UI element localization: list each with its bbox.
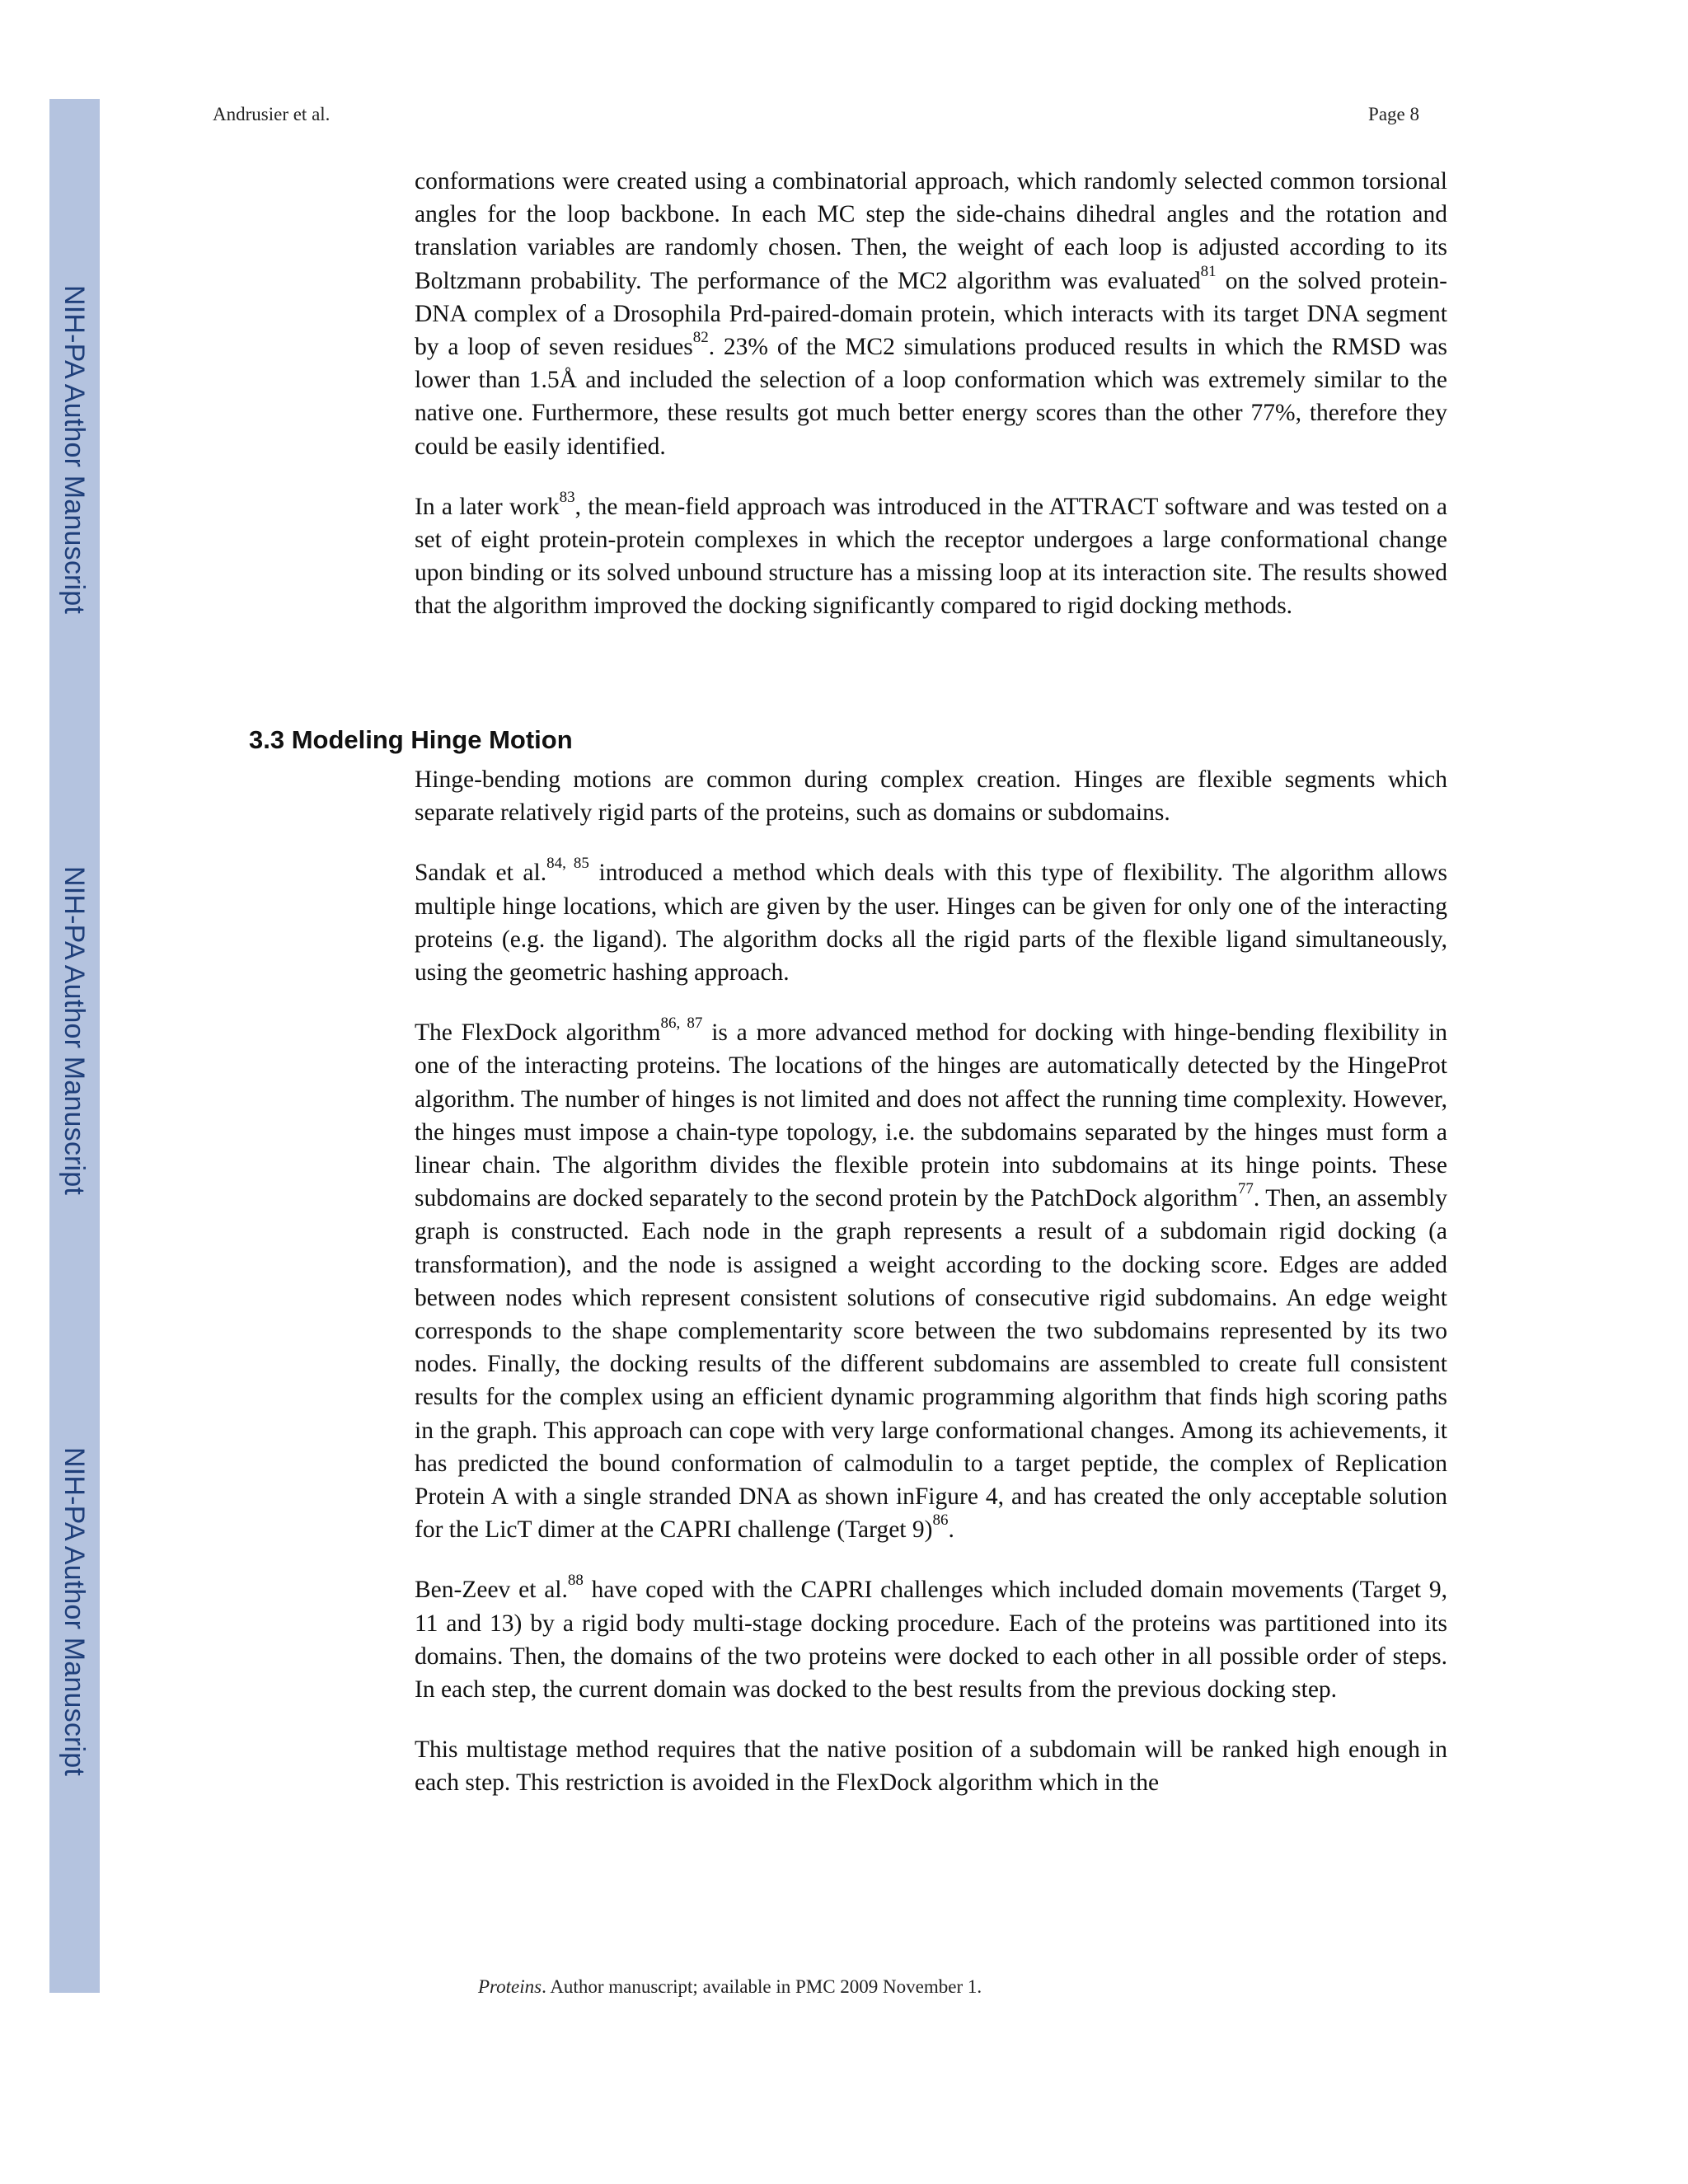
paragraph-5: The FlexDock algorithm$^{86, 87}$ is a more advanced method for docking with hinge-bending flexibility in one of the interacting proteins. The locations of the hinges are automatically detected by the HingeProt algorithm. The number of hinges is not limited and does not affect the running time complexity. However, the hinges must impose a chain-type topology, i.e. the subdomains separated by the hinges must form a linear chain. The algorithm divides the flexible protein into subdomains at its hinge points. These subdomains are docked separately to the second protein by the PatchDock algorithm$^{77}$. Then, an assembly graph is constructed. Each node in the graph represents a result of a subdomain rigid docking (a transformation), and the node is assigned a weight according to the docking score. Edges are added between nodes which represent consistent solutions of consecutive rigid subdomains. An edge weight corresponds to the shape complementarity score between the two subdomains represented by its two nodes. Finally, the docking results of the different subdomains are assembled to create full consistent results for the complex using an efficient dynamic programming algorithm that finds high scoring paths in the graph. This approach can cope with very large conformational changes. Among its achievements, it has predicted the bound conformation of calmodulin to a target peptide, the complex of Replication Protein A with a single stranded DNA as shown inFigure 4, and has created the only acceptable solution for the LicT dimer at the CAPRI challenge (Target 9)$^{86}$.	[415, 1015, 1447, 1544]
manuscript-sidebar: NIH-PA Author Manuscript NIH-PA Author Manuscript NIH-PA Author Manuscript	[49, 99, 100, 1993]
text-block-top	[415, 165, 1447, 650]
section-heading: 3.3 Modeling Hinge Motion	[249, 725, 573, 754]
running-head-page: Page 8	[1368, 104, 1419, 124]
paragraph-4: Sandak et al.$^{84, 85}$ introduced a method which deals with this type of flexibility. The algorithm allows multiple hinge locations, which are given by the user. Hinges can be given for only one of the interacting proteins (e.g. the ligand). The algorithm docks all the rigid parts of the flexible ligand simultaneously, using the geometric hashing approach.	[415, 855, 1447, 987]
reference-86[interactable]: 86	[932, 1511, 949, 1530]
reference-82[interactable]: 82	[692, 329, 709, 347]
reference-84-85[interactable]: 84, 85	[546, 855, 589, 873]
footer-citation	[478, 1976, 982, 1998]
reference-81[interactable]: 81	[1200, 262, 1217, 280]
reference-83[interactable]: 83	[559, 488, 575, 506]
paragraph-6: Ben-Zeev et al.$^{88}$ have coped with the CAPRI challenges which included domain movements (Target 9, 11 and 13) by a rigid body multi-stage docking procedure. Each of the proteins was partitioned into its domains. Then, the domains of the two proteins were docked to each other in all possible order of steps. In each step, the current domain was docked to the best results from the previous docking step.	[415, 1572, 1447, 1704]
journal-name: Proteins	[478, 1976, 542, 1997]
paragraph-3: Hinge-bending motions are common during complex creation. Hinges are flexible segments which separate relatively rigid parts of the proteins, such as domains or subdomains.	[415, 766, 1447, 827]
footer-text: . Author manuscript; available in PMC 2009 November 1.	[542, 1976, 982, 1997]
reference-77[interactable]: 77	[1237, 1180, 1254, 1198]
reference-88[interactable]: 88	[567, 1572, 584, 1590]
reference-86-87[interactable]: 86, 87	[660, 1015, 703, 1033]
text-block-main	[415, 763, 1447, 1827]
paragraph-1: conformations were created using a combinatorial approach, which randomly selected common torsional angles for the loop backbone. In each MC step the side-chains dihedral angles and the rotation and translation variables are randomly chosen. Then, the weight of each loop is adjusted according to its Boltzmann probability. The performance of the MC2 algorithm was evaluated$^{81}$ on the solved protein-DNA complex of a Drosophila Prd-paired-domain protein, which interacts with its target DNA segment by a loop of seven residues$^{82}$. 23% of the MC2 simulations produced results in which the RMSD was lower than 1.5Å and included the selection of a loop conformation which was extremely similar to the native one. Furthermore, these results got much better energy scores than the other 77%, therefore they could be easily identified.	[415, 168, 1448, 460]
paragraph-7: This multistage method requires that the native position of a subdomain will be ranked high enough in each step. This restriction is avoided in the FlexDock algorithm which in the	[415, 1736, 1447, 1797]
paragraph-2: In a later work$^{83}$, the mean-field approach was introduced in the ATTRACT software and was tested on a set of eight protein-protein complexes in which the receptor undergoes a large conformational change upon binding or its solved unbound structure has a missing loop at its interaction site. The results showed that the algorithm improved the docking significantly compared to rigid docking methods.	[415, 488, 1447, 620]
running-head-author: Andrusier et al.	[213, 104, 331, 124]
